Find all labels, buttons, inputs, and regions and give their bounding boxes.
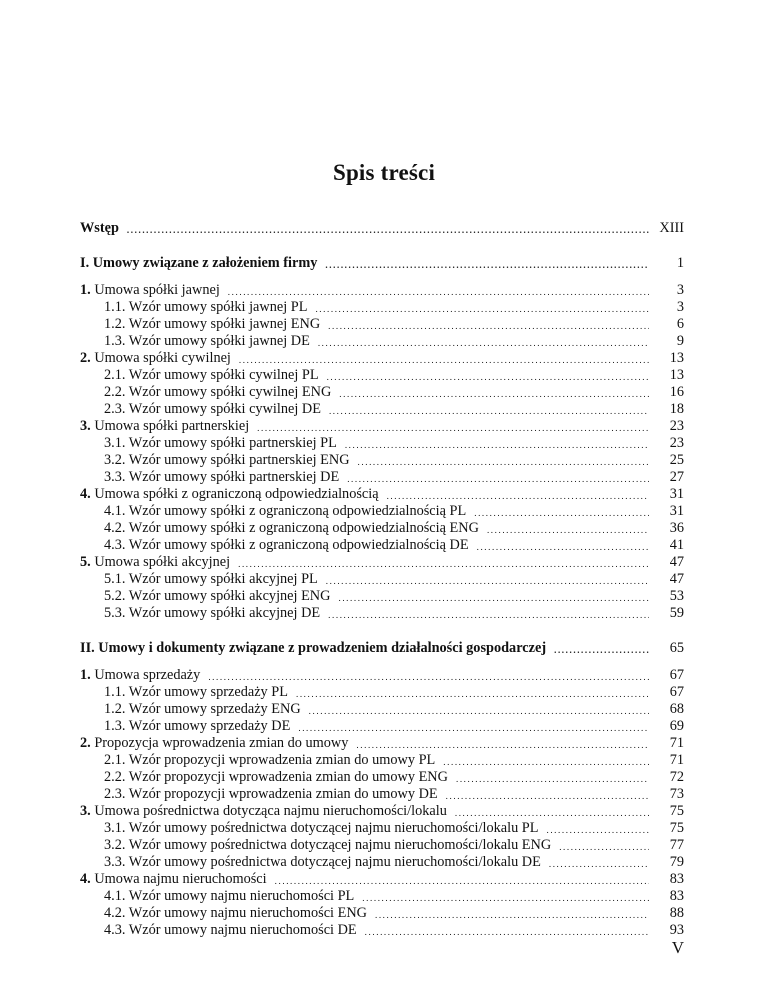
toc-entry-label: Propozycja wprowadzenia zmian do umowy xyxy=(94,735,349,751)
toc-chapter[interactable] xyxy=(80,486,684,503)
dot-leader xyxy=(362,892,649,905)
toc-chapter-number: 1. xyxy=(80,667,91,683)
toc-entry-text xyxy=(80,316,320,333)
toc-part-1-label: I. Umowy związane z założeniem firmy xyxy=(80,255,318,271)
dot-leader xyxy=(365,926,649,939)
dot-leader xyxy=(257,422,649,435)
toc-entry-text xyxy=(80,752,435,769)
toc-entry-label: Umowa spółki z ograniczoną odpowiedzialnością xyxy=(94,486,379,502)
toc-entry-label: 2.1. Wzór propozycji wprowadzenia zmian do umowy PL xyxy=(104,752,436,768)
toc-entry-page: 23 xyxy=(669,418,684,434)
toc-subentry[interactable] xyxy=(80,588,684,605)
toc-subentry[interactable] xyxy=(80,718,684,735)
toc-entry-text xyxy=(80,837,551,854)
toc-entry-page: 23 xyxy=(669,435,684,451)
dot-leader xyxy=(328,609,649,622)
toc-entry-label: 2.2. Wzór propozycji wprowadzenia zmian do umowy ENG xyxy=(104,769,448,785)
toc-entry-text xyxy=(80,299,307,316)
toc-entry-text xyxy=(80,803,447,820)
dot-leader xyxy=(239,354,649,367)
toc-part-2-page: 65 xyxy=(669,640,684,656)
toc-chapter-number: 2. xyxy=(80,350,91,366)
toc-entry-label: 4.3. Wzór umowy najmu nieruchomości DE xyxy=(104,922,357,938)
toc-subentry[interactable] xyxy=(80,837,684,854)
dot-leader xyxy=(328,320,649,333)
toc-entry-label: 1.2. Wzór umowy spółki jawnej ENG xyxy=(104,316,321,332)
toc-subentry[interactable] xyxy=(80,469,684,486)
toc-entry-page: 31 xyxy=(669,503,684,519)
toc-entry-label: Umowa sprzedaży xyxy=(94,667,201,683)
dot-leader xyxy=(559,841,649,854)
toc-entry-label: 1.1. Wzór umowy spółki jawnej PL xyxy=(104,299,308,315)
toc-entry-page: 25 xyxy=(669,452,684,468)
dot-leader xyxy=(208,671,649,684)
toc-entry-text xyxy=(80,820,538,837)
toc-subentry[interactable] xyxy=(80,684,684,701)
toc-subentry[interactable] xyxy=(80,786,684,803)
toc-entry-page: 3 xyxy=(676,299,684,315)
toc-entry-label: Umowa spółki partnerskiej xyxy=(94,418,250,434)
toc-entry-page: 3 xyxy=(676,282,684,298)
toc-entry-text xyxy=(80,282,220,299)
toc-entry-page: 47 xyxy=(669,554,684,570)
toc-entry-text xyxy=(80,469,339,486)
toc-subentry[interactable] xyxy=(80,922,684,939)
toc-entry-text xyxy=(80,452,350,469)
toc-entry-text xyxy=(80,520,479,537)
toc-entry-text xyxy=(80,605,320,622)
toc-entry-text xyxy=(80,667,200,684)
toc-entry-label: Umowa najmu nieruchomości xyxy=(94,871,267,887)
toc-entry-label: 3.2. Wzór umowy pośrednictwa dotyczącej najmu nieruchomości/lokalu ENG xyxy=(104,837,552,853)
dot-leader xyxy=(127,224,649,237)
toc-intro[interactable] xyxy=(80,220,684,237)
toc-entry-page: 18 xyxy=(669,401,684,417)
toc-entry-text xyxy=(80,435,337,452)
toc-entry-page: 47 xyxy=(669,571,684,587)
toc-entry-label: 4.1. Wzór umowy najmu nieruchomości PL xyxy=(104,888,355,904)
toc-entry-label: Umowa spółki akcyjnej xyxy=(94,554,231,570)
toc-entry-text xyxy=(80,718,290,735)
toc-chapter[interactable] xyxy=(80,803,684,820)
toc-entry-page: 71 xyxy=(669,752,684,768)
toc-chapter-number: 4. xyxy=(80,486,91,502)
dot-leader xyxy=(298,722,649,735)
toc-subentry[interactable] xyxy=(80,605,684,622)
toc-entry-label: 3.3. Wzór umowy spółki partnerskiej DE xyxy=(104,469,340,485)
toc-entry-text xyxy=(80,554,230,571)
toc-chapter-number: 1. xyxy=(80,282,91,298)
toc-subentry[interactable] xyxy=(80,299,684,316)
toc-entry-text xyxy=(80,350,231,367)
page-title: Spis treści xyxy=(332,160,436,185)
page-number: V xyxy=(671,938,684,957)
toc-entry-page: 41 xyxy=(669,537,684,553)
toc-entry-label: 1.3. Wzór umowy spółki jawnej DE xyxy=(104,333,310,349)
toc-entry-page: 69 xyxy=(669,718,684,734)
toc-entry-page: 79 xyxy=(669,854,684,870)
toc-subentry[interactable] xyxy=(80,701,684,718)
toc-entry-page: 73 xyxy=(669,786,684,802)
toc-entry-text xyxy=(80,588,330,605)
toc-chapter-number: 4. xyxy=(80,871,91,887)
toc-chapter[interactable] xyxy=(80,350,684,367)
dot-leader xyxy=(477,541,649,554)
toc-subentry[interactable] xyxy=(80,384,684,401)
toc-chapter[interactable] xyxy=(80,667,684,684)
toc-chapter[interactable] xyxy=(80,735,684,752)
toc-subentry[interactable] xyxy=(80,503,684,520)
dot-leader xyxy=(345,439,649,452)
toc-entry-page: 71 xyxy=(669,735,684,751)
toc-entry-label: 2.1. Wzór umowy spółki cywilnej PL xyxy=(104,367,319,383)
toc-entry-text xyxy=(80,786,438,803)
toc-entry-page: 13 xyxy=(669,367,684,383)
toc-part-1[interactable] xyxy=(80,255,684,272)
toc-entry-text xyxy=(80,905,367,922)
dot-leader xyxy=(309,705,649,718)
dot-leader xyxy=(375,909,649,922)
toc-part-1-list xyxy=(80,282,684,622)
toc-entry-text xyxy=(80,888,354,905)
toc-entry-label: 4.1. Wzór umowy spółki z ograniczoną odpowiedzialnością PL xyxy=(104,503,467,519)
toc-entry-label: 4.2. Wzór umowy najmu nieruchomości ENG xyxy=(104,905,367,921)
dot-leader xyxy=(487,524,649,537)
toc-entry-page: 68 xyxy=(669,701,684,717)
toc-entry-label: 5.2. Wzór umowy spółki akcyjnej ENG xyxy=(104,588,331,604)
toc-chapter[interactable] xyxy=(80,871,684,888)
toc-entry-label: Umowa spółki cywilnej xyxy=(94,350,231,366)
toc-subentry[interactable] xyxy=(80,752,684,769)
dot-leader xyxy=(329,405,649,418)
dot-leader xyxy=(456,773,649,786)
toc-entry-text xyxy=(80,418,249,435)
toc-subentry[interactable] xyxy=(80,537,684,554)
toc-entry-page: 67 xyxy=(669,667,684,683)
toc-entry-label: 2.3. Wzór umowy spółki cywilnej DE xyxy=(104,401,321,417)
toc-subentry[interactable] xyxy=(80,367,684,384)
toc-entry-page: 36 xyxy=(669,520,684,536)
toc-entry-page: 6 xyxy=(676,316,684,332)
toc-entry-label: 2.2. Wzór umowy spółki cywilnej ENG xyxy=(104,384,332,400)
dot-leader xyxy=(549,858,649,871)
toc-entry-text xyxy=(80,537,469,554)
dot-leader xyxy=(546,824,649,837)
toc-entry-page: 53 xyxy=(669,588,684,604)
toc-entry-page: 27 xyxy=(669,469,684,485)
toc-entry-text xyxy=(80,401,321,418)
toc-chapter-number: 2. xyxy=(80,735,91,751)
dot-leader xyxy=(356,739,649,752)
toc-entry-label: 4.3. Wzór umowy spółki z ograniczoną odpowiedzialnością DE xyxy=(104,537,469,553)
dot-leader xyxy=(228,286,649,299)
toc-entry-label: 1.1. Wzór umowy sprzedaży PL xyxy=(104,684,288,700)
toc-entry-text xyxy=(80,367,319,384)
toc-chapter-number: 3. xyxy=(80,418,91,434)
toc-entry-page: 77 xyxy=(669,837,684,853)
toc-entry-page: 31 xyxy=(669,486,684,502)
toc-entry-text xyxy=(80,871,267,888)
toc-entry-page: 16 xyxy=(669,384,684,400)
toc-chapter[interactable] xyxy=(80,418,684,435)
toc-entry-text xyxy=(80,503,466,520)
toc-part-2-list xyxy=(80,667,684,939)
toc-entry-label: 1.2. Wzór umowy sprzedaży ENG xyxy=(104,701,301,717)
toc-entry-label: 2.3. Wzór propozycji wprowadzenia zmian do umowy DE xyxy=(104,786,438,802)
toc-entry-label: 3.1. Wzór umowy pośrednictwa dotyczącej najmu nieruchomości/lokalu PL xyxy=(104,820,539,836)
toc-entry-page: 75 xyxy=(669,803,684,819)
toc-chapter-number: 3. xyxy=(80,803,91,819)
table-of-contents xyxy=(80,220,684,939)
toc-entry-label: 3.2. Wzór umowy spółki partnerskiej ENG xyxy=(104,452,350,468)
toc-subentry[interactable] xyxy=(80,316,684,333)
toc-entry-page: 83 xyxy=(669,871,684,887)
toc-entry-text xyxy=(80,333,310,350)
dot-leader xyxy=(358,456,649,469)
toc-entry-text xyxy=(80,486,379,503)
toc-entry-page: 93 xyxy=(669,922,684,938)
dot-leader xyxy=(387,490,649,503)
toc-entry-label: 5.1. Wzór umowy spółki akcyjnej PL xyxy=(104,571,318,587)
dot-leader xyxy=(325,259,649,272)
dot-leader xyxy=(318,337,649,350)
toc-entry-page: 67 xyxy=(669,684,684,700)
toc-subentry[interactable] xyxy=(80,333,684,350)
toc-entry-page: 72 xyxy=(669,769,684,785)
toc-chapter[interactable] xyxy=(80,554,684,571)
toc-subentry[interactable] xyxy=(80,401,684,418)
toc-entry-label: 3.3. Wzór umowy pośrednictwa dotyczącej najmu nieruchomości/lokalu DE xyxy=(104,854,541,870)
toc-entry-page: 75 xyxy=(669,820,684,836)
toc-entry-text xyxy=(80,701,301,718)
dot-leader xyxy=(315,303,649,316)
toc-chapter-number: 5. xyxy=(80,554,91,570)
dot-leader xyxy=(338,592,649,605)
toc-entry-label: 1.3. Wzór umowy sprzedaży DE xyxy=(104,718,291,734)
dot-leader xyxy=(554,644,649,657)
toc-entry-label: 5.3. Wzór umowy spółki akcyjnej DE xyxy=(104,605,321,621)
toc-entry-label: 4.2. Wzór umowy spółki z ograniczoną odpowiedzialnością ENG xyxy=(104,520,479,536)
toc-intro-label: Wstęp xyxy=(80,220,119,236)
dot-leader xyxy=(296,688,649,701)
toc-part-1-page: 1 xyxy=(676,255,684,271)
toc-entry-page: 59 xyxy=(669,605,684,621)
dot-leader xyxy=(474,507,649,520)
toc-intro-page: XIII xyxy=(659,220,684,236)
toc-subentry[interactable] xyxy=(80,820,684,837)
toc-entry-label: Umowa spółki jawnej xyxy=(94,282,220,298)
toc-part-2[interactable] xyxy=(80,640,684,657)
toc-entry-text xyxy=(80,735,348,752)
toc-entry-text xyxy=(80,922,357,939)
toc-entry-page: 9 xyxy=(676,333,684,349)
dot-leader xyxy=(238,558,649,571)
toc-subentry[interactable] xyxy=(80,571,684,588)
toc-subentry[interactable] xyxy=(80,769,684,786)
toc-subentry[interactable] xyxy=(80,452,684,469)
dot-leader xyxy=(443,756,649,769)
toc-entry-text xyxy=(80,854,541,871)
dot-leader xyxy=(339,388,649,401)
toc-subentry[interactable] xyxy=(80,520,684,537)
dot-leader xyxy=(326,575,649,588)
dot-leader xyxy=(275,875,649,888)
toc-entry-page: 13 xyxy=(669,350,684,366)
dot-leader xyxy=(455,807,649,820)
toc-entry-text xyxy=(80,571,318,588)
toc-entry-text xyxy=(80,684,288,701)
toc-subentry[interactable] xyxy=(80,888,684,905)
toc-entry-label: 3.1. Wzór umowy spółki partnerskiej PL xyxy=(104,435,337,451)
toc-entry-page: 88 xyxy=(669,905,684,921)
toc-chapter[interactable] xyxy=(80,282,684,299)
toc-entry-label: Umowa pośrednictwa dotycząca najmu nieruchomości/lokalu xyxy=(94,803,447,819)
dot-leader xyxy=(327,371,649,384)
toc-entry-text xyxy=(80,384,331,401)
toc-subentry[interactable] xyxy=(80,905,684,922)
dot-leader xyxy=(347,473,649,486)
dot-leader xyxy=(446,790,649,803)
toc-subentry[interactable] xyxy=(80,854,684,871)
toc-subentry[interactable] xyxy=(80,435,684,452)
toc-entry-page: 83 xyxy=(669,888,684,904)
toc-part-2-label: II. Umowy i dokumenty związane z prowadzeniem działalności gospodarczej xyxy=(80,640,547,656)
toc-entry-text xyxy=(80,769,448,786)
